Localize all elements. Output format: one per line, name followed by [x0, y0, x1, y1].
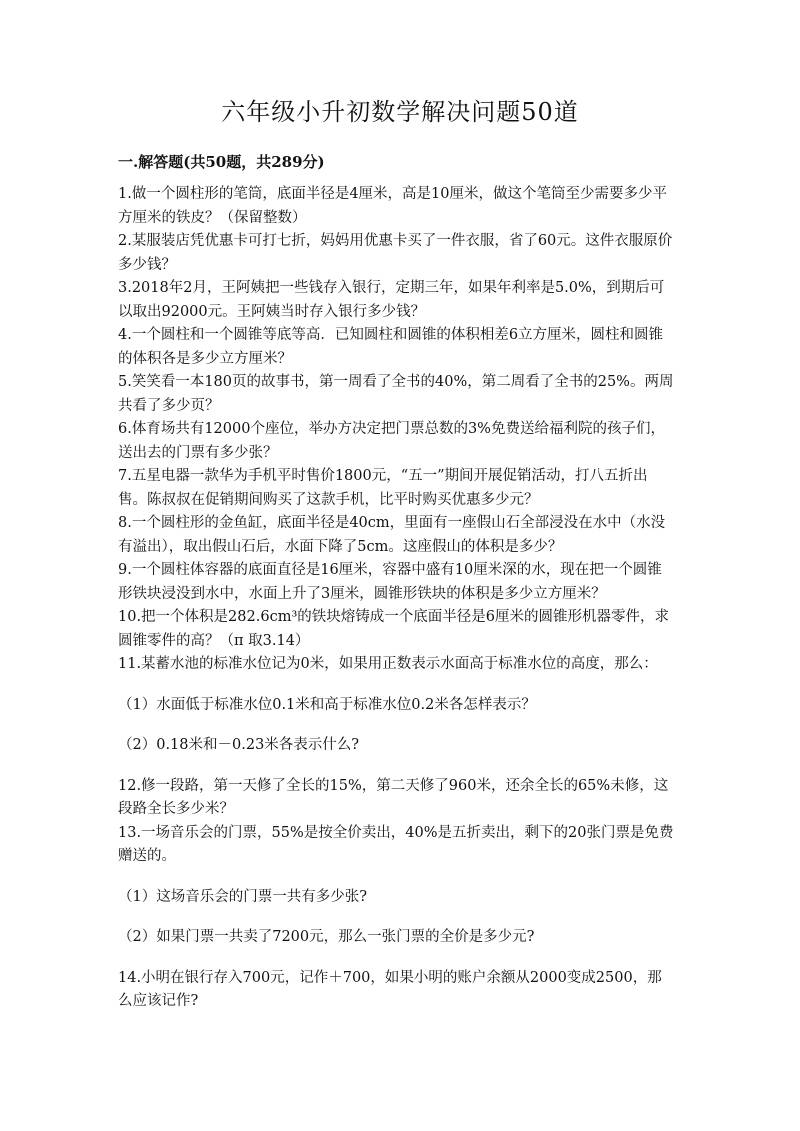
- question-13-part-1: （1）这场音乐会的门票一共有多少张?: [118, 888, 367, 905]
- question-5: 5.笑笑看一本180页的故事书，第一周看了全书的40%，第二周看了全书的25%。两周共看了多少页？: [118, 374, 674, 414]
- question-3: 3.2018年2月，王阿姨把一些钱存入银行，定期三年，如果年利率是5.0%，到期后可以取出92000元。王阿姨当时存入银行多少钱？: [118, 280, 665, 320]
- question-9: 9.一个圆柱体容器的底面直径是16厘米，容器中盛有10厘米深的水，现在把一个圆锥形铁块浸没到水中，水面上升了3厘米，圆锥形铁块的体积是多少立方厘米？: [118, 562, 662, 602]
- question-2: 2.某服装店凭优惠卡可打七折，妈妈用优惠卡买了一件衣服，省了60元。这件衣服原价多少钱？: [118, 233, 673, 273]
- question-7: 7.五星电器一款华为手机平时售价1800元，“五一”期间开展促销活动，打八五折出售。陈叔叔在促销期间购买了这款手机，比平时购买优惠多少元？: [118, 468, 648, 508]
- question-1: 1.做一个圆柱形的笔筒，底面半径是4厘米，高是10厘米，做这个笔筒至少需要多少平方厘米的铁皮？（保留整数）: [118, 186, 668, 226]
- section-heading: 一.解答题(共50题，共289分): [118, 153, 325, 171]
- question-12: 12.修一段路，第一天修了全长的15%，第二天修了960米，还余全长的65%未修，这段路全长多少米？: [118, 777, 669, 817]
- question-13-part-2: （2）如果门票一共卖了7200元，那么一张门票的全价是多少元?: [118, 929, 535, 945]
- question-10: 10.把一个体积是282.6cm³的铁块熔铸成一个底面半径是6厘米的圆锥形机器零件，求圆锥零件的高？（π 取3.14）: [118, 609, 669, 649]
- question-8: 8.一个圆柱形的金鱼缸，底面半径是40cm，里面有一座假山石全部浸没在水中（水没有溢出），取出假山石后，水面下降了5cm。这座假山的体积是多少？: [118, 515, 666, 555]
- question-4: 4.一个圆柱和一个圆锥等底等高．已知圆柱和圆锥的体积相差6立方厘米，圆柱和圆锥的体积各是多少立方厘米？: [118, 327, 664, 367]
- question-11-part-1: （1）水面低于标准水位0.1米和高于标准水位0.2米各怎样表示？: [118, 696, 536, 713]
- page-title: 六年级小升初数学解决问题50道: [221, 98, 579, 126]
- question-14: 14.小明在银行存入700元，记作＋700，如果小明的账户余额从2000变成2500，那么应该记作?: [118, 969, 662, 1009]
- question-list: [118, 183, 674, 1014]
- question-11-part-2: （2）0.18米和－0.23米各表示什么?: [118, 737, 360, 753]
- question-6: 6.体育场共有12000个座位，举办方决定把门票总数的3%免费送给福利院的孩子们，送出去的门票有多少张？: [118, 421, 665, 461]
- question-11: 11.某蓄水池的标准水位记为0米，如果用正数表示水面高于标准水位的高度，那么：: [118, 656, 658, 672]
- question-13: 13.一场音乐会的门票，55%是按全价卖出，40%是五折卖出，剩下的20张门票是免费赠送的。: [118, 824, 674, 864]
